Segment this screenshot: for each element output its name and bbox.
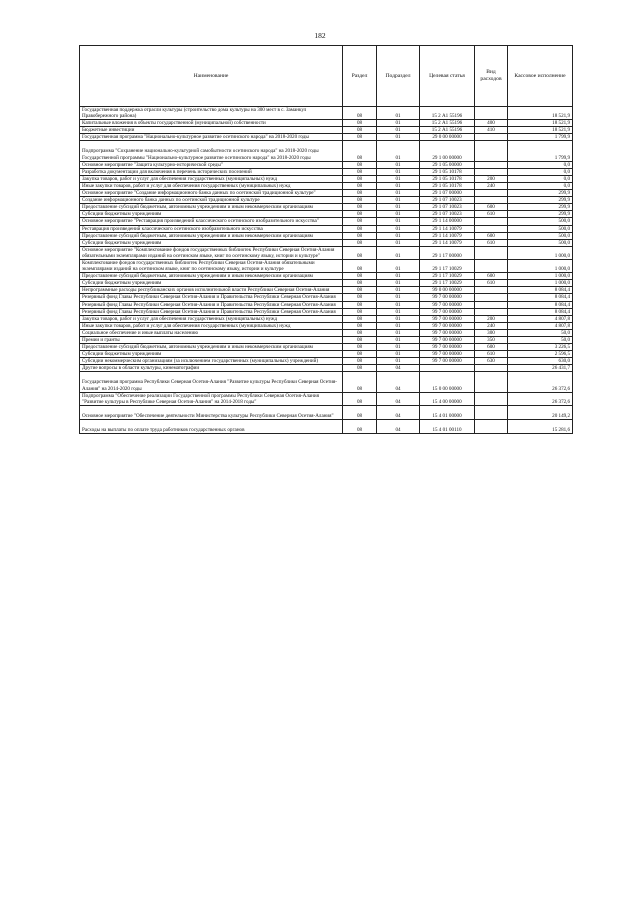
header-expense-type: Вид расходов bbox=[475, 46, 508, 107]
row-target: 15 0 00 00000 bbox=[420, 372, 475, 392]
row-name: Резервный фонд Главы Республики Северная Осетия-Алания и Правительства Республики Северная Осетия-Алания bbox=[80, 301, 343, 308]
row-section: 08 bbox=[343, 392, 377, 405]
table-row bbox=[80, 218, 573, 225]
table-row bbox=[80, 239, 573, 246]
row-name: Основное мероприятие "Комплектование фондов государственных библиотек Республики Северная Осетия-Алания обязательными экземплярами изданий на осетинском языке, книг по осетинскому языку, истории и культуре" bbox=[80, 246, 343, 259]
row-section: 08 bbox=[343, 246, 377, 259]
row-amount: 8 084,4 bbox=[508, 308, 573, 315]
row-subsection: 01 bbox=[377, 273, 420, 280]
row-amount: 26 431,7 bbox=[508, 365, 573, 372]
row-amount: 0,0 bbox=[508, 182, 573, 189]
row-section: 08 bbox=[343, 372, 377, 392]
row-amount: 500,0 bbox=[508, 218, 573, 225]
row-name: Реставрация произведений классического осетинского изобразительного искусства bbox=[80, 225, 343, 232]
table-row bbox=[80, 419, 573, 433]
row-amount: 1 000,0 bbox=[508, 259, 573, 272]
row-expense-type bbox=[475, 197, 508, 204]
row-name: Государственная программа "Национально-культурное развитие осетинского народа" на 2018-2020 годы bbox=[80, 134, 343, 141]
row-section: 08 bbox=[343, 259, 377, 272]
row-name: Субсидии некоммерческим организациям (за исключением государственных (муниципальных) учреждений) bbox=[80, 358, 343, 365]
table-row bbox=[80, 392, 573, 405]
row-expense-type: 630 bbox=[475, 358, 508, 365]
row-target: 29 1 17 10029 bbox=[420, 259, 475, 272]
row-subsection: 01 bbox=[377, 358, 420, 365]
row-amount: 1 799,9 bbox=[508, 141, 573, 161]
table-row bbox=[80, 120, 573, 127]
row-name: Основное мероприятие "Обеспечение деятельности Министерства культуры Республики Северная Осетия-Алания" bbox=[80, 405, 343, 419]
row-target: 15 4 00 00000 bbox=[420, 392, 475, 405]
row-expense-type bbox=[475, 225, 508, 232]
table-row bbox=[80, 372, 573, 392]
row-name: Бюджетные инвестиции bbox=[80, 127, 343, 134]
row-name: Основное мероприятие "Создание информационного банка данных по осетинской традиционной культуре" bbox=[80, 190, 343, 197]
row-name: Субсидии бюджетным учреждениям bbox=[80, 280, 343, 287]
row-amount: 3 226,5 bbox=[508, 344, 573, 351]
table-row bbox=[80, 358, 573, 365]
row-subsection: 01 bbox=[377, 204, 420, 211]
table-row bbox=[80, 211, 573, 218]
row-target: 29 1 14 10079 bbox=[420, 232, 475, 239]
table-row bbox=[80, 107, 573, 120]
table-row bbox=[80, 315, 573, 322]
row-name: Подпрограмма "Сохранение национально-культурной самобытности осетинского народа" на 2018-2020 годы Государственной программы "Национально-культурное развитие осетинского народа" на 2018-2020 годы bbox=[80, 141, 343, 161]
row-section: 08 bbox=[343, 419, 377, 433]
row-subsection: 01 bbox=[377, 301, 420, 308]
row-section: 08 bbox=[343, 175, 377, 182]
row-amount: 18 521,9 bbox=[508, 107, 573, 120]
row-target: 15 2 А1 55196 bbox=[420, 107, 475, 120]
row-name: Закупка товаров, работ и услуг для обеспечения государственных (муниципальных) нужд bbox=[80, 175, 343, 182]
row-name: Другие вопросы в области культуры, кинематографии bbox=[80, 365, 343, 372]
row-subsection: 01 bbox=[377, 294, 420, 301]
row-section: 08 bbox=[343, 161, 377, 168]
table-row bbox=[80, 329, 573, 336]
row-name: Непрограммные расходы республиканских органов исполнительной власти Республики Северная Осетия-Алания bbox=[80, 287, 343, 294]
row-subsection: 01 bbox=[377, 315, 420, 322]
table-row bbox=[80, 308, 573, 315]
row-name: Предоставление субсидий бюджетным, автономным учреждениям и иным некоммерческим организациям bbox=[80, 344, 343, 351]
row-name: Премии и гранты bbox=[80, 337, 343, 344]
row-target: 29 1 07 10023 bbox=[420, 197, 475, 204]
table-row bbox=[80, 301, 573, 308]
row-subsection: 01 bbox=[377, 239, 420, 246]
row-target: 99 7 00 00000 bbox=[420, 294, 475, 301]
table-row bbox=[80, 344, 573, 351]
row-subsection: 01 bbox=[377, 190, 420, 197]
row-section: 08 bbox=[343, 351, 377, 358]
row-amount: 1 000,0 bbox=[508, 280, 573, 287]
row-expense-type bbox=[475, 365, 508, 372]
table-row bbox=[80, 168, 573, 175]
row-section: 08 bbox=[343, 211, 377, 218]
table-row bbox=[80, 365, 573, 372]
row-name: Расходы на выплаты по оплате труда работников государственных органов bbox=[80, 419, 343, 433]
row-subsection: 01 bbox=[377, 168, 420, 175]
row-section: 08 bbox=[343, 344, 377, 351]
row-amount: 0,0 bbox=[508, 175, 573, 182]
header-target: Целевая статья bbox=[420, 46, 475, 107]
row-expense-type: 240 bbox=[475, 182, 508, 189]
row-target: 99 7 00 00000 bbox=[420, 344, 475, 351]
row-section: 08 bbox=[343, 308, 377, 315]
row-amount: 20 149,2 bbox=[508, 405, 573, 419]
row-expense-type: 300 bbox=[475, 329, 508, 336]
row-section: 08 bbox=[343, 218, 377, 225]
row-section: 08 bbox=[343, 182, 377, 189]
row-expense-type bbox=[475, 259, 508, 272]
row-subsection: 01 bbox=[377, 120, 420, 127]
row-target: 15 4 01 00000 bbox=[420, 405, 475, 419]
row-subsection: 01 bbox=[377, 218, 420, 225]
row-name: Основное мероприятие "Защита культурно-исторической среды" bbox=[80, 161, 343, 168]
row-section: 08 bbox=[343, 197, 377, 204]
row-subsection: 01 bbox=[377, 197, 420, 204]
row-target: 29 1 00 00000 bbox=[420, 141, 475, 161]
header-subsection: Подраздел bbox=[377, 46, 420, 107]
row-amount: 0,0 bbox=[508, 161, 573, 168]
row-name: Создание информационного банка данных по осетинской традиционной культуре bbox=[80, 197, 343, 204]
row-amount: 2 596,5 bbox=[508, 351, 573, 358]
row-target: 99 7 00 00000 bbox=[420, 308, 475, 315]
row-amount: 26 372,6 bbox=[508, 372, 573, 392]
row-expense-type bbox=[475, 419, 508, 433]
row-target: 99 7 00 00000 bbox=[420, 358, 475, 365]
row-target: 99 7 00 00000 bbox=[420, 315, 475, 322]
row-expense-type: 400 bbox=[475, 120, 508, 127]
row-name: Комплектование фондов государственных библиотек Республики Северная Осетия-Алания обязательными экземплярами изданий на осетинском языке, книг по осетинскому языку, истории и культуре bbox=[80, 259, 343, 272]
row-subsection: 01 bbox=[377, 225, 420, 232]
row-amount: 4 807,8 bbox=[508, 322, 573, 329]
row-subsection: 01 bbox=[377, 141, 420, 161]
row-expense-type: 600 bbox=[475, 344, 508, 351]
row-target: 29 1 07 10023 bbox=[420, 204, 475, 211]
row-expense-type: 610 bbox=[475, 211, 508, 218]
row-section: 08 bbox=[343, 405, 377, 419]
row-expense-type: 600 bbox=[475, 204, 508, 211]
row-name: Предоставление субсидий бюджетным, автономным учреждениям и иным некоммерческим организациям bbox=[80, 273, 343, 280]
budget-table bbox=[79, 45, 573, 434]
table-row bbox=[80, 259, 573, 272]
row-name: Капитальные вложения в объекты государственной (муниципальной) собственности bbox=[80, 120, 343, 127]
row-expense-type bbox=[475, 405, 508, 419]
table-row bbox=[80, 351, 573, 358]
row-expense-type bbox=[475, 161, 508, 168]
row-name: Подпрограмма "Обеспечение реализации Государственной программы Республики Северная Осетия-Алания "Развитие культуры в Республике Северная Осетия-Алания" на 2014-2018 годы" bbox=[80, 392, 343, 405]
row-name: Государственная программа Республики Северная Осетия-Алания "Развитие культуры Республики Северная Осетия-Алания" на 2014-2020 годы bbox=[80, 372, 343, 392]
row-section: 08 bbox=[343, 127, 377, 134]
row-subsection: 01 bbox=[377, 308, 420, 315]
row-section: 08 bbox=[343, 329, 377, 336]
row-amount: 26 372,6 bbox=[508, 392, 573, 405]
table-row bbox=[80, 197, 573, 204]
row-expense-type: 410 bbox=[475, 127, 508, 134]
row-target: 29 1 14 10079 bbox=[420, 225, 475, 232]
row-expense-type: 350 bbox=[475, 337, 508, 344]
row-expense-type bbox=[475, 392, 508, 405]
row-subsection: 01 bbox=[377, 259, 420, 272]
row-expense-type: 240 bbox=[475, 322, 508, 329]
row-name: Разработка документации для включения в перечень исторических поселений bbox=[80, 168, 343, 175]
table-body bbox=[80, 107, 573, 434]
row-subsection: 04 bbox=[377, 392, 420, 405]
row-amount: 0,0 bbox=[508, 168, 573, 175]
row-section: 08 bbox=[343, 204, 377, 211]
row-name: Социальное обеспечение и иные выплаты населению bbox=[80, 329, 343, 336]
table-row bbox=[80, 190, 573, 197]
row-section: 08 bbox=[343, 168, 377, 175]
row-expense-type: 200 bbox=[475, 175, 508, 182]
row-amount: 18 521,9 bbox=[508, 127, 573, 134]
row-subsection: 01 bbox=[377, 246, 420, 259]
table-row bbox=[80, 294, 573, 301]
row-section: 08 bbox=[343, 337, 377, 344]
row-target: 99 7 00 00000 bbox=[420, 301, 475, 308]
table-row bbox=[80, 246, 573, 259]
row-amount: 4 807,8 bbox=[508, 315, 573, 322]
row-name: Субсидии бюджетным учреждениям bbox=[80, 239, 343, 246]
table-row bbox=[80, 204, 573, 211]
row-section: 08 bbox=[343, 294, 377, 301]
row-name: Иные закупки товаров, работ и услуг для обеспечения государственных (муниципальных) нужд bbox=[80, 322, 343, 329]
row-subsection: 01 bbox=[377, 175, 420, 182]
row-subsection: 04 bbox=[377, 419, 420, 433]
row-target: 99 0 00 00000 bbox=[420, 287, 475, 294]
table-row bbox=[80, 287, 573, 294]
row-name: Закупка товаров, работ и услуг для обеспечения государственных (муниципальных) нужд bbox=[80, 315, 343, 322]
row-subsection: 01 bbox=[377, 134, 420, 141]
table-row bbox=[80, 337, 573, 344]
row-amount: 299,9 bbox=[508, 190, 573, 197]
row-section: 08 bbox=[343, 141, 377, 161]
row-target: 29 1 17 10029 bbox=[420, 280, 475, 287]
row-target bbox=[420, 365, 475, 372]
row-amount: 8 084,4 bbox=[508, 294, 573, 301]
row-target: 29 1 17 00000 bbox=[420, 246, 475, 259]
table-row bbox=[80, 232, 573, 239]
row-section: 08 bbox=[343, 322, 377, 329]
row-amount: 630,0 bbox=[508, 358, 573, 365]
row-target: 99 7 00 00000 bbox=[420, 337, 475, 344]
row-subsection: 01 bbox=[377, 287, 420, 294]
row-subsection: 01 bbox=[377, 329, 420, 336]
row-section: 08 bbox=[343, 232, 377, 239]
row-expense-type bbox=[475, 190, 508, 197]
row-subsection: 01 bbox=[377, 337, 420, 344]
row-expense-type bbox=[475, 308, 508, 315]
row-name: Государственная поддержка отрасли культуры (строительство дома культуры на 300 мест в с. Заманкул Правобережного района) bbox=[80, 107, 343, 120]
row-target: 15 4 01 00110 bbox=[420, 419, 475, 433]
table-row bbox=[80, 175, 573, 182]
table-row bbox=[80, 141, 573, 161]
row-expense-type bbox=[475, 168, 508, 175]
table-row bbox=[80, 127, 573, 134]
row-target: 29 1 14 10079 bbox=[420, 239, 475, 246]
row-subsection: 04 bbox=[377, 372, 420, 392]
row-target: 29 0 00 00000 bbox=[420, 134, 475, 141]
table-row bbox=[80, 273, 573, 280]
row-expense-type bbox=[475, 218, 508, 225]
row-amount: 18 521,9 bbox=[508, 120, 573, 127]
row-expense-type bbox=[475, 246, 508, 259]
row-section: 08 bbox=[343, 190, 377, 197]
row-expense-type: 610 bbox=[475, 239, 508, 246]
row-expense-type bbox=[475, 107, 508, 120]
row-target: 29 1 05 10178 bbox=[420, 168, 475, 175]
row-subsection: 01 bbox=[377, 211, 420, 218]
row-amount: 15 281,6 bbox=[508, 419, 573, 433]
row-subsection: 01 bbox=[377, 344, 420, 351]
row-expense-type bbox=[475, 301, 508, 308]
row-section: 08 bbox=[343, 239, 377, 246]
row-amount: 500,0 bbox=[508, 225, 573, 232]
table-row bbox=[80, 225, 573, 232]
table-row bbox=[80, 405, 573, 419]
row-subsection: 04 bbox=[377, 405, 420, 419]
table-row bbox=[80, 134, 573, 141]
row-name: Резервный фонд Главы Республики Северная Осетия-Алания и Правительства Республики Северная Осетия-Алания bbox=[80, 308, 343, 315]
row-subsection: 04 bbox=[377, 365, 420, 372]
row-expense-type: 610 bbox=[475, 351, 508, 358]
row-section: 08 bbox=[343, 365, 377, 372]
row-subsection: 01 bbox=[377, 107, 420, 120]
row-target: 29 1 05 10178 bbox=[420, 182, 475, 189]
row-amount: 1 000,0 bbox=[508, 246, 573, 259]
row-expense-type bbox=[475, 134, 508, 141]
row-target: 99 7 00 00000 bbox=[420, 351, 475, 358]
row-expense-type bbox=[475, 372, 508, 392]
row-section: 08 bbox=[343, 301, 377, 308]
row-amount: 299,9 bbox=[508, 197, 573, 204]
row-amount: 50,0 bbox=[508, 329, 573, 336]
row-amount: 299,9 bbox=[508, 211, 573, 218]
row-target: 29 1 07 00000 bbox=[420, 190, 475, 197]
row-target: 29 1 05 10178 bbox=[420, 175, 475, 182]
header-section: Раздел bbox=[343, 46, 377, 107]
row-expense-type bbox=[475, 141, 508, 161]
table-row bbox=[80, 161, 573, 168]
row-expense-type bbox=[475, 294, 508, 301]
table-header-row bbox=[80, 46, 573, 107]
row-section: 08 bbox=[343, 280, 377, 287]
row-name: Субсидии бюджетным учреждениям bbox=[80, 351, 343, 358]
row-subsection: 01 bbox=[377, 280, 420, 287]
row-subsection: 01 bbox=[377, 161, 420, 168]
row-target: 29 1 14 00000 bbox=[420, 218, 475, 225]
row-amount: 1 799,9 bbox=[508, 134, 573, 141]
table-row bbox=[80, 182, 573, 189]
row-name: Предоставление субсидий бюджетным, автономным учреждениям и иным некоммерческим организациям bbox=[80, 232, 343, 239]
row-section: 08 bbox=[343, 225, 377, 232]
row-expense-type bbox=[475, 287, 508, 294]
row-subsection: 01 bbox=[377, 322, 420, 329]
row-amount: 8 084,4 bbox=[508, 287, 573, 294]
row-amount: 299,9 bbox=[508, 204, 573, 211]
row-expense-type: 610 bbox=[475, 280, 508, 287]
row-target: 99 7 00 00000 bbox=[420, 322, 475, 329]
row-name: Иные закупки товаров, работ и услуг для обеспечения государственных (муниципальных) нужд bbox=[80, 182, 343, 189]
row-amount: 1 000,0 bbox=[508, 273, 573, 280]
page-number: 182 bbox=[314, 31, 326, 40]
row-section: 08 bbox=[343, 134, 377, 141]
row-section: 08 bbox=[343, 107, 377, 120]
row-amount: 50,0 bbox=[508, 337, 573, 344]
row-section: 08 bbox=[343, 315, 377, 322]
header-name: Наименование bbox=[80, 46, 343, 107]
row-expense-type: 200 bbox=[475, 315, 508, 322]
row-target: 99 7 00 00000 bbox=[420, 329, 475, 336]
row-target: 29 1 07 10023 bbox=[420, 211, 475, 218]
row-section: 08 bbox=[343, 120, 377, 127]
row-name: Предоставление субсидий бюджетным, автономным учреждениям и иным некоммерческим организациям bbox=[80, 204, 343, 211]
row-subsection: 01 bbox=[377, 232, 420, 239]
row-section: 08 bbox=[343, 273, 377, 280]
row-subsection: 01 bbox=[377, 182, 420, 189]
row-name: Основное мероприятие "Реставрация произведений классического осетинского изобразительного искусства" bbox=[80, 218, 343, 225]
row-subsection: 01 bbox=[377, 127, 420, 134]
row-target: 15 2 А1 55196 bbox=[420, 127, 475, 134]
table-row bbox=[80, 322, 573, 329]
header-amount: Кассовое исполнение bbox=[508, 46, 573, 107]
row-target: 29 1 05 00000 bbox=[420, 161, 475, 168]
row-name: Резервный фонд Главы Республики Северная Осетия-Алания и Правительства Республики Северная Осетия-Алания bbox=[80, 294, 343, 301]
row-target: 29 1 17 10029 bbox=[420, 273, 475, 280]
row-expense-type: 600 bbox=[475, 273, 508, 280]
row-expense-type: 600 bbox=[475, 232, 508, 239]
row-name: Субсидии бюджетным учреждениям bbox=[80, 211, 343, 218]
row-subsection: 01 bbox=[377, 351, 420, 358]
row-section: 08 bbox=[343, 358, 377, 365]
row-target: 15 2 А1 55196 bbox=[420, 120, 475, 127]
table-row bbox=[80, 280, 573, 287]
row-section: 08 bbox=[343, 287, 377, 294]
row-amount: 500,0 bbox=[508, 232, 573, 239]
row-amount: 8 084,4 bbox=[508, 301, 573, 308]
row-amount: 500,0 bbox=[508, 239, 573, 246]
